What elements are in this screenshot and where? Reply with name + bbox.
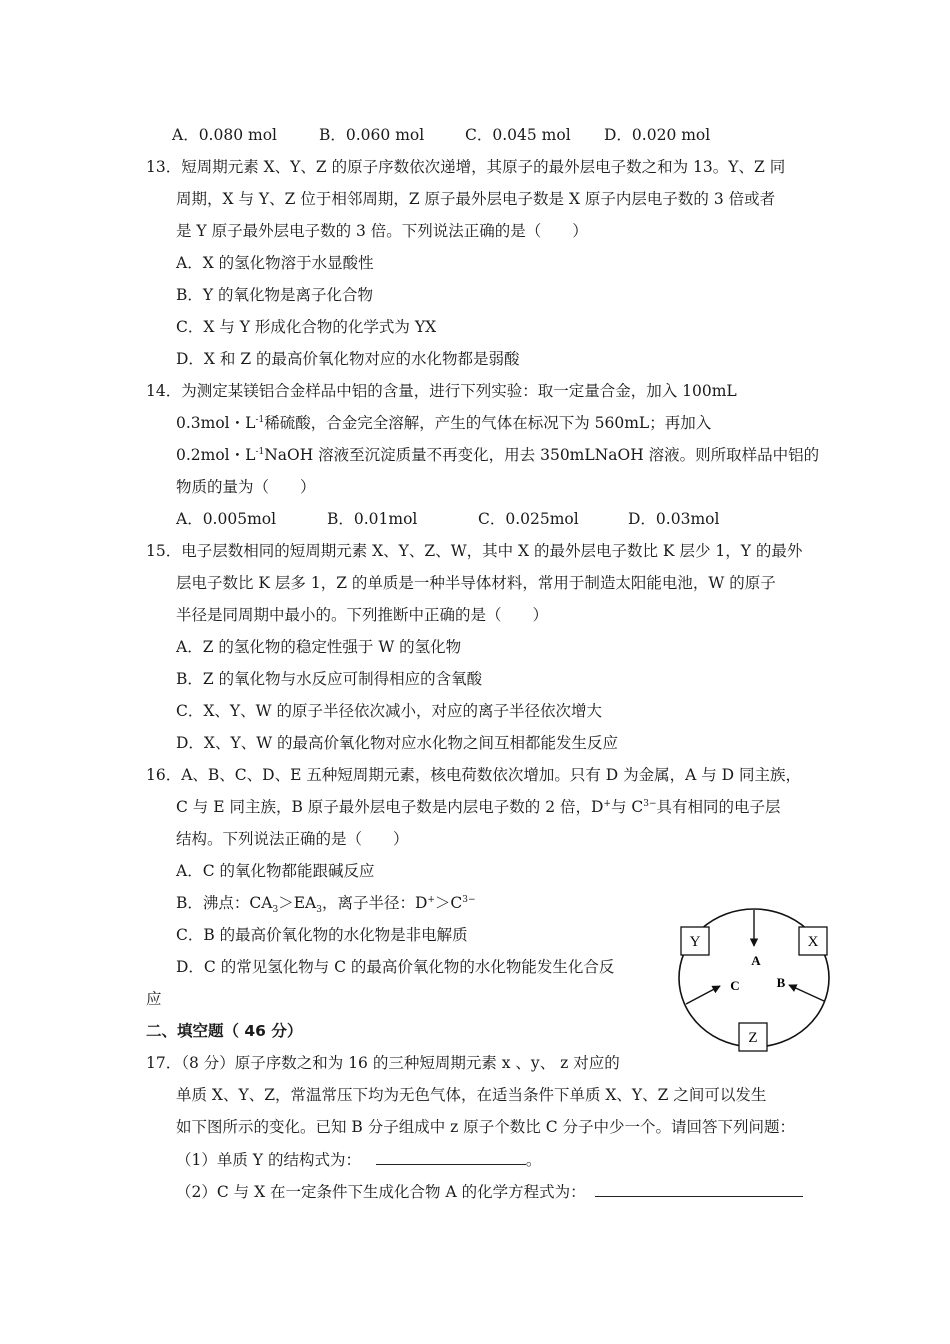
q14-stem-line2-text: 稀硫酸，合金完全溶解，产生的气体在标况下为 560mL；再加入 [264, 414, 712, 432]
label-b: B [776, 975, 786, 990]
q17-stem-line3: 如下图所示的变化。已知 B 分子组成中 z 原子个数比 C 分子中少一个。请回答下列问题： [176, 1118, 795, 1136]
q17-subquestion-2 [176, 1181, 803, 1202]
q13-stem-line1: 13．短周期元素 X、Y、Z 的原子序数依次递增，其原子的最外层电子数之和为 13。Y、Z 同 [146, 158, 786, 176]
q15-option-a: A．Z 的氢化物的稳定性强于 W 的氢化物 [176, 638, 462, 656]
q15-stem-line2: 层电子数比 K 层多 1，Z 的单质是一种半导体材料，常用于制造太阳能电池，W 的原子 [176, 574, 776, 592]
q14-concentration-1: 0.3mol・L [176, 414, 256, 432]
q14-stem-line3 [176, 445, 819, 465]
box-z-label: Z [748, 1030, 758, 1046]
q16-stem-line3: 结构。下列说法正确的是（ ） [176, 830, 409, 848]
q15-option-b: B．Z 的氧化物与水反应可制得相应的含氧酸 [176, 670, 483, 688]
arrow-c [686, 986, 720, 1004]
q16-stem-line2-c: 具有相同的电子层 [656, 798, 781, 816]
q13-stem-line3: 是 Y 原子最外层电子数的 3 倍。下列说法正确的是（ ） [176, 222, 588, 240]
q17-sub1-text: （1）单质 Y 的结构式为： [176, 1151, 361, 1169]
q17-stem-line2: 单质 X、Y、Z，常温常压下均为无色气体，在适当条件下单质 X、Y、Z 之间可以发生 [176, 1086, 767, 1104]
q15-stem-line3: 半径是同周期中最小的。下列推断中正确的是（ ） [176, 606, 549, 624]
q16-option-d-continued: 应 [146, 990, 162, 1008]
q12-option-b: B．0.060 mol [319, 126, 425, 144]
q12-option-c: C．0.045 mol [465, 126, 571, 144]
box-y-label: Y [689, 934, 701, 950]
q16-stem-line2-b: 与 C [610, 798, 644, 816]
q14-option-d: D．0.03mol [628, 510, 720, 528]
q16-option-b-sup1: + [427, 894, 435, 905]
q14-stem-line3-text: NaOH 溶液至沉淀质量不再变化，用去 350mLNaOH 溶液。则所取样品中铝的 [264, 446, 820, 464]
q14-concentration-2: 0.2mol・L [176, 446, 256, 464]
reaction-cycle-diagram [672, 904, 840, 1052]
q16-charge-d: + [603, 798, 611, 809]
q16-option-b [176, 893, 476, 916]
q16-option-b-sub1: 3 [272, 905, 279, 916]
q13-option-d: D．X 和 Z 的最高价氧化物对应的水化物都是弱酸 [176, 350, 520, 368]
q13-stem-line2: 周期，X 与 Y、Z 位于相邻周期，Z 原子最外层电子数是 X 原子内层电子数的 3 倍或者 [176, 190, 776, 208]
q12-option-d: D．0.020 mol [604, 126, 711, 144]
q16-option-d: D．C 的常见氢化物与 C 的最高价氧化物的水化物能发生化合反 [176, 958, 615, 976]
q16-option-b-4: ＞C [434, 894, 463, 912]
box-x-label: X [807, 934, 819, 950]
q14-option-c: C．0.025mol [478, 510, 579, 528]
q16-option-b-sub2: 3 [316, 905, 322, 916]
q17-sub1-answer-blank[interactable] [376, 1149, 526, 1165]
q16-option-a: A．C 的氧化物都能跟碱反应 [176, 862, 375, 880]
arrow-b [789, 985, 824, 1001]
q14-exponent-1: -1 [255, 414, 265, 425]
q16-option-b-2: ＞EA [278, 894, 317, 912]
q13-option-c: C．X 与 Y 形成化合物的化学式为 YX [176, 318, 437, 336]
label-a: A [751, 953, 761, 968]
q16-stem-line2 [176, 797, 781, 817]
q13-option-a: A．X 的氢化物溶于水显酸性 [176, 254, 374, 272]
q17-subquestion-1 [176, 1149, 541, 1170]
q14-exponent-2: -1 [255, 446, 265, 457]
q14-option-b: B．0.01mol [327, 510, 418, 528]
q17-stem-line1: 17．（8 分）原子序数之和为 16 的三种短周期元素 x 、y、 z 对应的 [146, 1054, 620, 1072]
q13-option-b: B．Y 的氧化物是离子化合物 [176, 286, 374, 304]
q16-stem-line1: 16．A、B、C、D、E 五种短周期元素，核电荷数依次增加。只有 D 为金属，A 与 D 同主族， [146, 766, 802, 784]
q17-sub2-answer-blank[interactable] [595, 1181, 803, 1197]
label-c: C [730, 978, 740, 993]
q14-stem-line2 [176, 413, 711, 433]
q16-option-b-3: ，离子半径：D [321, 894, 428, 912]
q16-option-b-1: B．沸点：CA [176, 894, 273, 912]
q15-option-d: D．X、Y、W 的最高价氧化物对应水化物之间互相都能发生反应 [176, 734, 619, 752]
q16-stem-line2-a: C 与 E 同主族，B 原子最外层电子数是内层电子数的 2 倍，D [176, 798, 604, 816]
q16-option-c: C．B 的最高价氧化物的水化物是非电解质 [176, 926, 468, 944]
q16-option-b-sup2: 3− [462, 894, 476, 905]
q14-stem-line4: 物质的量为（ ） [176, 478, 316, 496]
q15-stem-line1: 15．电子层数相同的短周期元素 X、Y、Z、W，其中 X 的最外层电子数比 K 层少 1，Y 的最外 [146, 542, 803, 560]
q16-charge-c: 3− [643, 798, 657, 809]
q17-sub2-text: （2）C 与 X 在一定条件下生成化合物 A 的化学方程式为： [176, 1183, 586, 1201]
q12-option-a: A．0.080 mol [172, 126, 277, 144]
q14-stem-line1: 14．为测定某镁铝合金样品中铝的含量，进行下列实验：取一定量合金，加入 100mL [146, 382, 737, 400]
q17-sub1-period: 。 [525, 1151, 542, 1169]
q15-option-c: C．X、Y、W 的原子半径依次减小，对应的离子半径依次增大 [176, 702, 602, 720]
section-title: 二、填空题（ 46 分） [146, 1022, 303, 1040]
q14-option-a: A．0.005mol [176, 510, 277, 528]
